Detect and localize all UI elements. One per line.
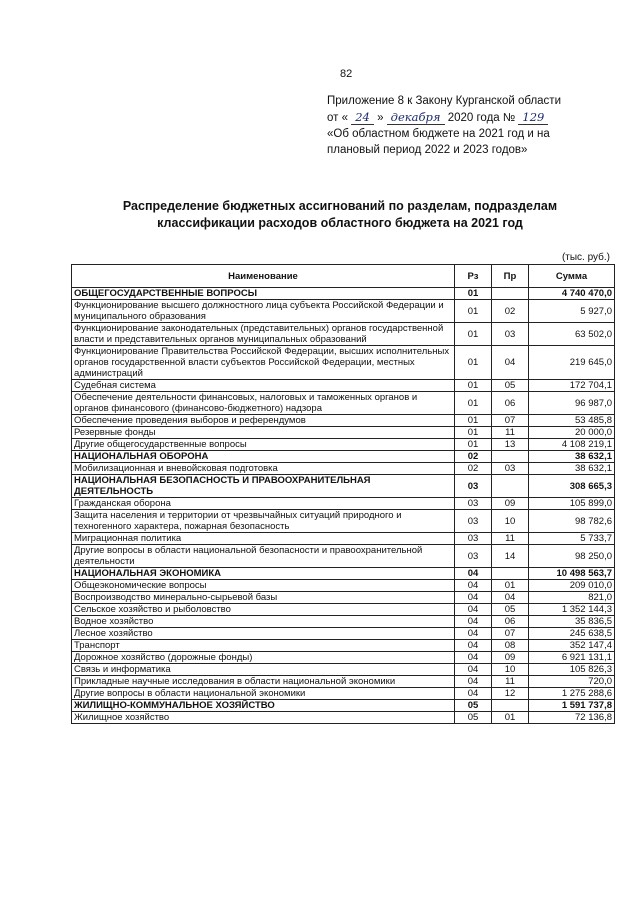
cell-pr: 08 [492, 640, 529, 652]
cell-rz: 01 [455, 288, 492, 300]
cell-rz: 04 [455, 628, 492, 640]
cell-rz: 01 [455, 427, 492, 439]
cell-rz: 04 [455, 664, 492, 676]
cell-sum: 20 000,0 [529, 427, 615, 439]
table-row [72, 580, 615, 592]
cell-name: ЖИЛИЩНО-КОММУНАЛЬНОЕ ХОЗЯЙСТВО [72, 700, 455, 712]
header-sum: Сумма [529, 265, 615, 288]
cell-name: Жилищное хозяйство [72, 712, 455, 724]
cell-rz: 01 [455, 346, 492, 380]
table-row [72, 427, 615, 439]
cell-sum: 172 704,1 [529, 380, 615, 392]
table-row [72, 592, 615, 604]
cell-name: Защита населения и территории от чрезвычайных ситуаций природного и техногенного характера, пожарная безопасность [72, 510, 455, 533]
table-row [72, 628, 615, 640]
cell-name: Функционирование законодательных (представительных) органов государственной власти и представительных органов муниципальных образований [72, 323, 455, 346]
cell-sum: 4 108 219,1 [529, 439, 615, 451]
cell-sum: 5 927,0 [529, 300, 615, 323]
cell-name: НАЦИОНАЛЬНАЯ БЕЗОПАСНОСТЬ И ПРАВООХРАНИТЕЛЬНАЯ ДЕЯТЕЛЬНОСТЬ [72, 475, 455, 498]
table-header-row [72, 265, 615, 288]
table-row [72, 510, 615, 533]
cell-name: Другие вопросы в области национальной безопасности и правоохранительной деятельности [72, 545, 455, 568]
cell-rz: 04 [455, 640, 492, 652]
cell-pr: 12 [492, 688, 529, 700]
header-rz: Рз [455, 265, 492, 288]
table-row [72, 533, 615, 545]
cell-sum: 96 987,0 [529, 392, 615, 415]
cell-name: Обеспечение деятельности финансовых, налоговых и таможенных органов и органов финансового (финансово-бюджетного) надзора [72, 392, 455, 415]
cell-name: Другие общегосударственные вопросы [72, 439, 455, 451]
page-number: 82 [340, 68, 353, 80]
cell-sum: 98 250,0 [529, 545, 615, 568]
table-row [72, 604, 615, 616]
cell-rz: 01 [455, 392, 492, 415]
cell-name: НАЦИОНАЛЬНАЯ ОБОРОНА [72, 451, 455, 463]
cell-rz: 03 [455, 545, 492, 568]
cell-sum: 245 638,5 [529, 628, 615, 640]
table-row [72, 392, 615, 415]
cell-sum: 720,0 [529, 676, 615, 688]
cell-sum: 10 498 563,7 [529, 568, 615, 580]
cell-pr [492, 475, 529, 498]
cell-name: Дорожное хозяйство (дорожные фонды) [72, 652, 455, 664]
cell-sum: 72 136,8 [529, 712, 615, 724]
cell-pr: 10 [492, 664, 529, 676]
appendix-month: декабря [387, 110, 445, 125]
cell-name: Сельское хозяйство и рыболовство [72, 604, 455, 616]
cell-sum: 1 591 737,8 [529, 700, 615, 712]
cell-sum: 38 632,1 [529, 451, 615, 463]
cell-rz: 01 [455, 439, 492, 451]
cell-rz: 05 [455, 712, 492, 724]
cell-pr: 09 [492, 652, 529, 664]
section-row [72, 568, 615, 580]
appendix-line-4: плановый период 2022 и 2023 годов» [327, 144, 528, 156]
cell-name: Транспорт [72, 640, 455, 652]
cell-name: Функционирование высшего должностного лица субъекта Российской Федерации и муниципального образования [72, 300, 455, 323]
cell-pr: 03 [492, 463, 529, 475]
cell-name: Прикладные научные исследования в области национальной экономики [72, 676, 455, 688]
cell-pr: 13 [492, 439, 529, 451]
document-title: Распределение бюджетных ассигнований по разделам, подразделам классификации расходов областного бюджета на 2021 год [122, 199, 558, 230]
cell-pr [492, 568, 529, 580]
appendix-block [327, 93, 617, 158]
cell-pr: 04 [492, 592, 529, 604]
cell-name: Гражданская оборона [72, 498, 455, 510]
budget-table [71, 264, 615, 724]
cell-name: Функционирование Правительства Российской Федерации, высших исполнительных органов государственной власти субъектов Российской Федерации, местных администраций [72, 346, 455, 380]
cell-rz: 04 [455, 616, 492, 628]
table-row [72, 323, 615, 346]
cell-rz: 04 [455, 652, 492, 664]
cell-name: ОБЩЕГОСУДАРСТВЕННЫЕ ВОПРОСЫ [72, 288, 455, 300]
cell-pr: 06 [492, 392, 529, 415]
cell-pr: 07 [492, 415, 529, 427]
cell-rz: 03 [455, 533, 492, 545]
cell-sum: 219 645,0 [529, 346, 615, 380]
cell-name: Водное хозяйство [72, 616, 455, 628]
appendix-day: 24 [351, 110, 374, 125]
cell-pr: 01 [492, 712, 529, 724]
cell-rz: 04 [455, 580, 492, 592]
cell-rz: 01 [455, 323, 492, 346]
table-row [72, 498, 615, 510]
table-row [72, 640, 615, 652]
cell-name: Лесное хозяйство [72, 628, 455, 640]
cell-sum: 209 010,0 [529, 580, 615, 592]
cell-pr: 06 [492, 616, 529, 628]
cell-pr: 07 [492, 628, 529, 640]
cell-pr: 04 [492, 346, 529, 380]
cell-rz: 02 [455, 451, 492, 463]
cell-rz: 01 [455, 300, 492, 323]
cell-pr [492, 288, 529, 300]
cell-sum: 821,0 [529, 592, 615, 604]
cell-name: Миграционная политика [72, 533, 455, 545]
table-row [72, 300, 615, 323]
cell-sum: 105 826,3 [529, 664, 615, 676]
cell-sum: 4 740 470,0 [529, 288, 615, 300]
appendix-line-3: «Об областном бюджете на 2021 год и на [327, 128, 550, 140]
cell-pr: 02 [492, 300, 529, 323]
units-label: (тыс. руб.) [561, 252, 610, 263]
table-row [72, 439, 615, 451]
cell-sum: 63 502,0 [529, 323, 615, 346]
cell-sum: 98 782,6 [529, 510, 615, 533]
cell-sum: 35 836,5 [529, 616, 615, 628]
cell-rz: 01 [455, 415, 492, 427]
cell-pr [492, 700, 529, 712]
cell-rz: 02 [455, 463, 492, 475]
cell-sum: 6 921 131,1 [529, 652, 615, 664]
section-row [72, 700, 615, 712]
cell-rz: 01 [455, 380, 492, 392]
cell-sum: 352 147,4 [529, 640, 615, 652]
cell-name: Мобилизационная и вневойсковая подготовка [72, 463, 455, 475]
table-row [72, 712, 615, 724]
cell-pr: 05 [492, 604, 529, 616]
table-row [72, 415, 615, 427]
cell-name: Общеэкономические вопросы [72, 580, 455, 592]
cell-name: Воспроизводство минерально-сырьевой базы [72, 592, 455, 604]
cell-rz: 04 [455, 592, 492, 604]
cell-pr: 03 [492, 323, 529, 346]
cell-pr: 01 [492, 580, 529, 592]
appendix-line-2 [327, 109, 617, 126]
cell-name: Судебная система [72, 380, 455, 392]
cell-pr: 05 [492, 380, 529, 392]
cell-rz: 03 [455, 475, 492, 498]
cell-rz: 03 [455, 510, 492, 533]
table-row [72, 676, 615, 688]
appendix-quote-close: » [377, 112, 384, 124]
table-row [72, 545, 615, 568]
cell-rz: 04 [455, 568, 492, 580]
table-row [72, 616, 615, 628]
table-row [72, 346, 615, 380]
cell-rz: 04 [455, 688, 492, 700]
cell-pr: 11 [492, 676, 529, 688]
cell-pr: 10 [492, 510, 529, 533]
cell-sum: 53 485,8 [529, 415, 615, 427]
cell-pr: 14 [492, 545, 529, 568]
cell-name: Другие вопросы в области национальной экономики [72, 688, 455, 700]
cell-pr [492, 451, 529, 463]
section-row [72, 288, 615, 300]
table-body [72, 288, 615, 724]
cell-sum: 105 899,0 [529, 498, 615, 510]
table-row [72, 652, 615, 664]
cell-sum: 5 733,7 [529, 533, 615, 545]
table-row [72, 380, 615, 392]
table-row [72, 463, 615, 475]
table-row [72, 664, 615, 676]
appendix-line-1: Приложение 8 к Закону Курганской области [327, 95, 561, 107]
section-row [72, 475, 615, 498]
cell-name: Связь и информатика [72, 664, 455, 676]
cell-rz: 04 [455, 604, 492, 616]
appendix-from-label: от « [327, 112, 349, 124]
cell-sum: 38 632,1 [529, 463, 615, 475]
cell-sum: 1 275 288,6 [529, 688, 615, 700]
cell-rz: 03 [455, 498, 492, 510]
cell-pr: 11 [492, 533, 529, 545]
cell-pr: 11 [492, 427, 529, 439]
appendix-year: 2020 года № [447, 112, 516, 124]
cell-sum: 308 665,3 [529, 475, 615, 498]
table-row [72, 688, 615, 700]
header-pr: Пр [492, 265, 529, 288]
cell-rz: 05 [455, 700, 492, 712]
cell-name: Резервные фонды [72, 427, 455, 439]
cell-name: НАЦИОНАЛЬНАЯ ЭКОНОМИКА [72, 568, 455, 580]
cell-rz: 04 [455, 676, 492, 688]
section-row [72, 451, 615, 463]
header-name: Наименование [72, 265, 455, 288]
cell-name: Обеспечение проведения выборов и референдумов [72, 415, 455, 427]
cell-sum: 1 352 144,3 [529, 604, 615, 616]
cell-pr: 09 [492, 498, 529, 510]
appendix-law-number: 129 [518, 110, 548, 125]
